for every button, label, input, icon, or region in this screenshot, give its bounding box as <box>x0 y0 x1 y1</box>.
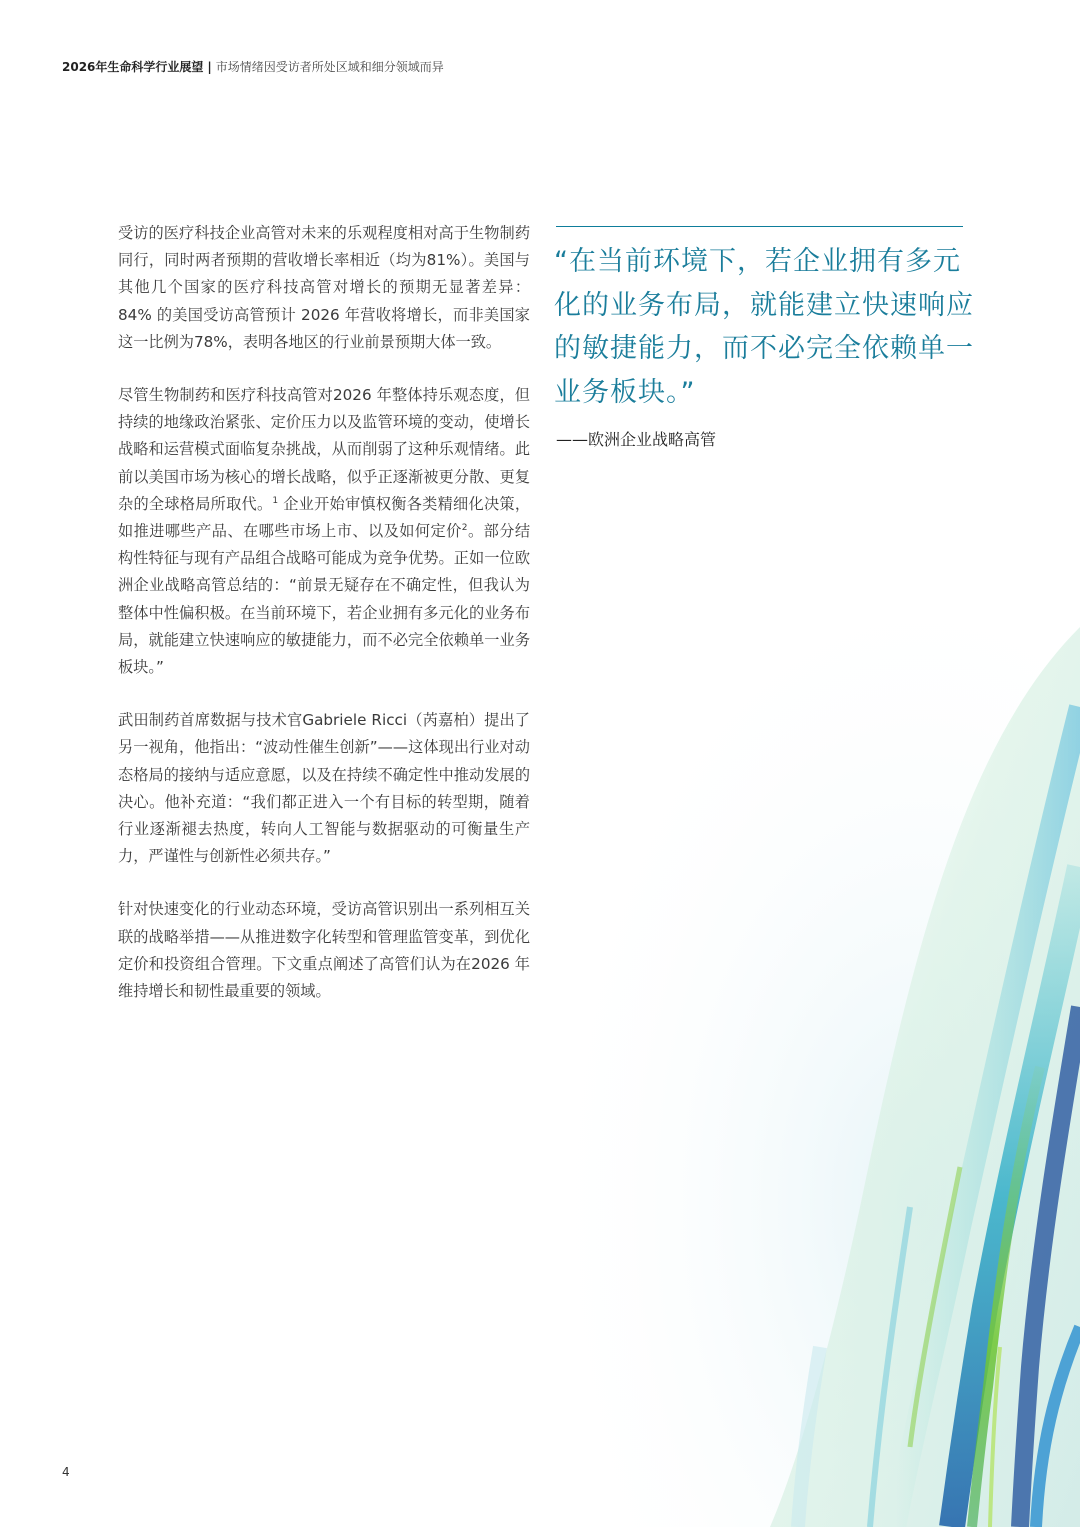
body-paragraph-2-part-b: 企业开始审慎权衡各类精细化决策，如推进哪些产品、在哪些市场上市、以及如何定价 <box>118 494 531 541</box>
body-paragraph-1: 受访的医疗科技企业高管对未来的乐观程度相对高于生物制药同行，同时两者预期的营收增长率相近（均为81%）。美国与其他几个国家的医疗科技高管对增长的预期无显著差异：84% 的美国受访高管预计 2026 年营收将增长，而非美国家这一比例为78%，表明各地区的行业前景预期大体一致。 <box>118 224 530 351</box>
pull-quote: “在当前环境下，若企业拥有多元化的业务布局，就能建立快速响应的敏捷能力，而不必完全依赖单一业务板块。” <box>554 246 974 408</box>
pull-quote-rule <box>556 226 963 227</box>
body-paragraph-2 <box>118 382 530 681</box>
footnote-ref-2: 2 <box>461 523 468 534</box>
body-text-column <box>118 220 530 1031</box>
body-paragraph-3: 武田制药首席数据与技术官Gabriele Ricci（芮嘉柏）提出了另一视角，他指出：“波动性催生创新”——这体现出行业对动态格局的接纳与适应意愿，以及在持续不确定性中推动发展的决心。他补充道：“我们都正进入一个有目标的转型期，随着行业逐渐褪去热度，转向人工智能与数据驱动的可衡量生产力，严谨性与创新性必须共存。” <box>118 711 530 866</box>
footnote-ref-1: 1 <box>272 495 279 506</box>
body-paragraph-2-part-c: 。部分结构性特征与现有产品组合战略可能成为竞争优势。正如一位欧洲企业战略高管总结的：“前景无疑存在不确定性，但我认为整体中性偏积极。在当前环境下，若企业拥有多元化的业务布局，就能建立快速响应的敏捷能力，而不必完全依赖单一业务板块。” <box>118 522 531 677</box>
header-separator: | <box>207 60 212 74</box>
running-header <box>62 59 444 75</box>
section-title: 市场情绪因受访者所处区域和细分领域而异 <box>215 60 444 74</box>
report-title: 2026年生命科学行业展望 <box>62 60 204 74</box>
pull-quote-attribution: ——欧洲企业战略高管 <box>556 430 717 449</box>
body-paragraph-2-part-a: 尽管生物制药和医疗科技高管对2026 年整体持乐观态度，但持续的地缘政治紧张、定价压力以及监管环境的变动，使增长战略和运营模式面临复杂挑战，从而削弱了这种乐观情绪。此前以美国市场为核心的增长战略，似乎正逐渐被更分散、更复杂的全球格局所取代。 <box>118 386 530 513</box>
page-number: 4 <box>62 1465 70 1479</box>
decorative-gradient-art <box>440 447 1080 1527</box>
body-paragraph-4: 针对快速变化的行业动态环境，受访高管识别出一系列相互关联的战略举措——从推进数字化转型和管理监管变革，到优化定价和投资组合管理。下文重点阐述了高管们认为在2026 年维持增长和韧性最重要的领域。 <box>118 900 530 1001</box>
